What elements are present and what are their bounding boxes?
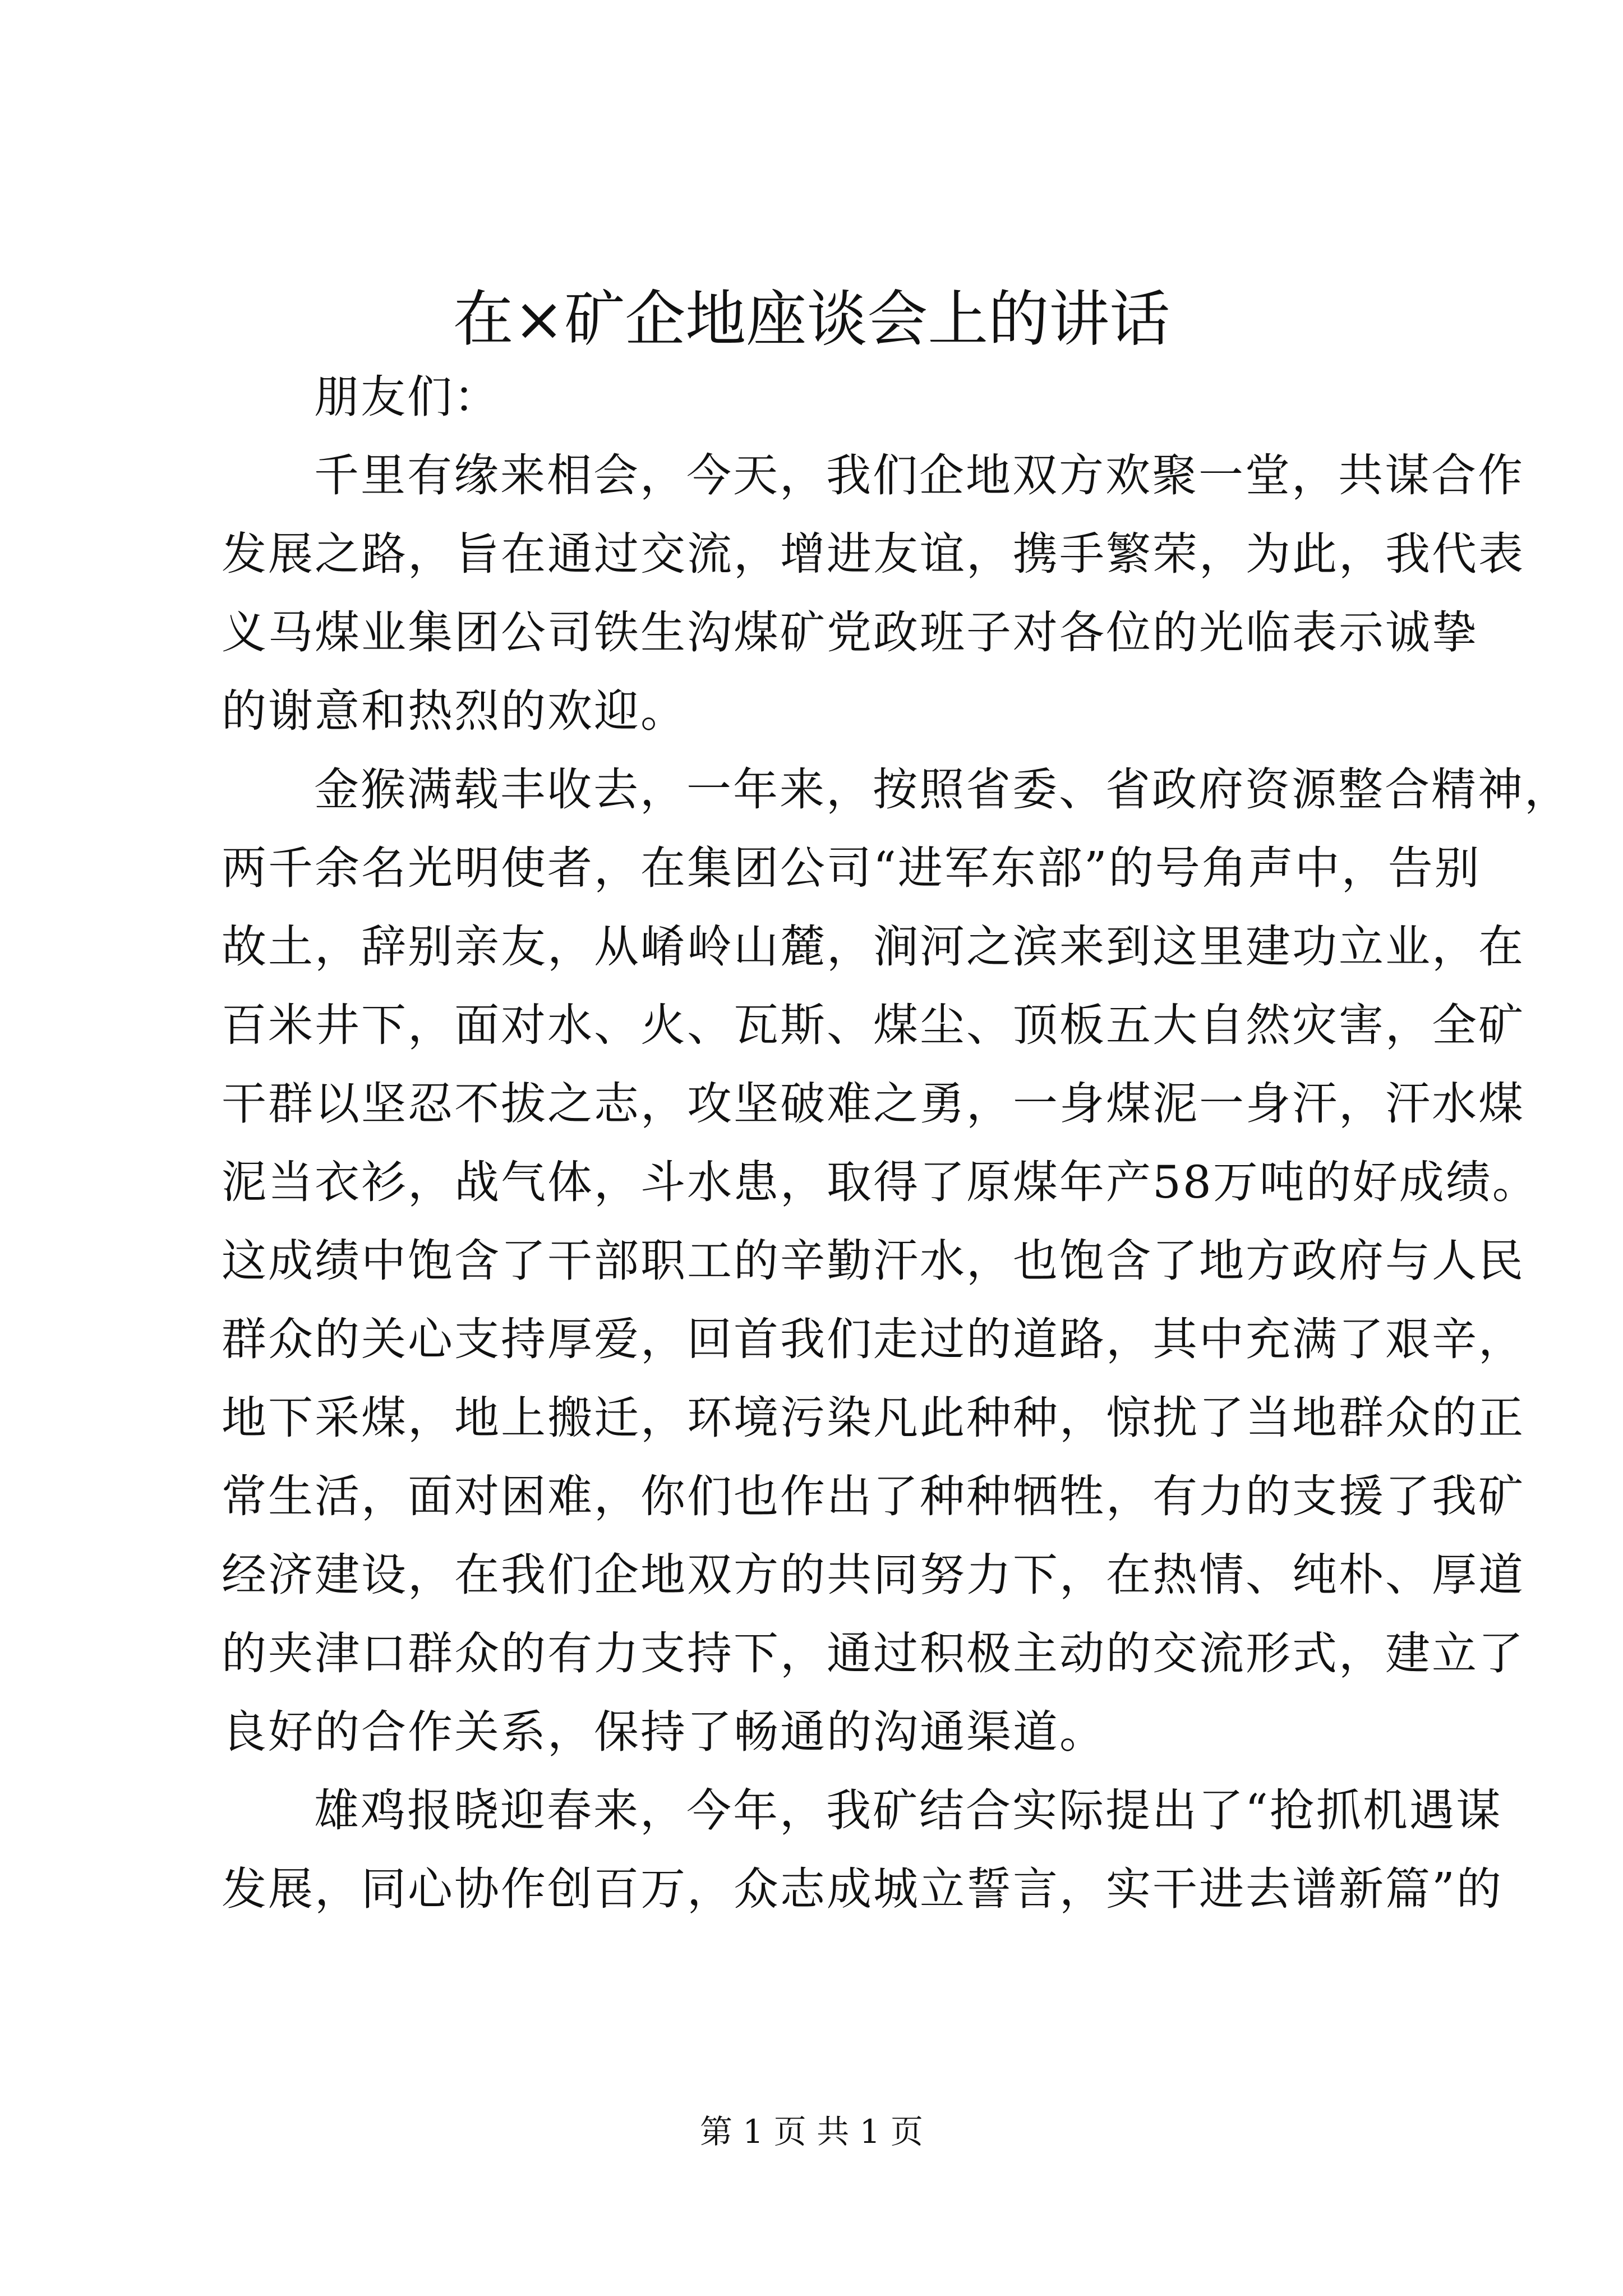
page-title: 在×矿企地座谈会上的讲话 (453, 284, 1170, 355)
paragraph-2-line: 故土，辞别亲友，从崤岭山麓，涧河之滨来到这里建功立业，在 (222, 921, 1525, 973)
salutation: 朋友们： (314, 371, 500, 423)
paragraph-3-line: 发展，同心协作创百万，众志成城立誓言，实干进去谱新篇”的 (222, 1863, 1503, 1915)
paragraph-1-line: 义马煤业集团公司铁生沟煤矿党政班子对各位的光临表示诚挚 (222, 606, 1478, 659)
paragraph-1-line: 发展之路，旨在通过交流，增进友谊，携手繁荣，为此，我代表 (222, 528, 1525, 580)
paragraph-2-line: 两千余名光明使者，在集团公司“进军东部”的号角声中，告别 (222, 842, 1481, 894)
paragraph-2-line: 地下采煤，地上搬迁，环境污染凡此种种，惊扰了当地群众的正 (222, 1392, 1525, 1444)
paragraph-1-line: 的谢意和热烈的欢迎。 (222, 685, 687, 737)
paragraph-2-line: 百米井下，面对水、火、瓦斯、煤尘、顶板五大自然灾害，全矿 (222, 999, 1525, 1051)
paragraph-2-line: 干群以坚忍不拔之志，攻坚破难之勇，一身煤泥一身汗，汗水煤 (222, 1078, 1525, 1130)
page-number: 第 1 页 共 1 页 (700, 2113, 923, 2151)
paragraph-2-line: 泥当衣衫，战气体，斗水患，取得了原煤年产58万吨的好成绩。 (222, 1156, 1539, 1208)
paragraph-2-line: 良好的合作关系，保持了畅通的沟通渠道。 (222, 1706, 1106, 1758)
paragraph-2-line: 金猴满载丰收去，一年来，按照省委、省政府资源整合精神， (314, 763, 1571, 816)
paragraph-2-line: 的夹津口群众的有力支持下，通过积极主动的交流形式，建立了 (222, 1627, 1525, 1680)
paragraph-2-line: 这成绩中饱含了干部职工的辛勤汗水，也饱含了地方政府与人民 (222, 1235, 1525, 1287)
paragraph-3-line: 雄鸡报晓迎春来，今年，我矿结合实际提出了“抢抓机遇谋 (314, 1784, 1502, 1837)
paragraph-2-line: 群众的关心支持厚爱，回首我们走过的道路，其中充满了艰辛， (222, 1313, 1525, 1365)
paragraph-1-line: 千里有缘来相会，今天，我们企地双方欢聚一堂，共谋合作 (314, 449, 1524, 501)
paragraph-2-line: 常生活，面对困难，你们也作出了种种牺牲，有力的支援了我矿 (222, 1470, 1525, 1522)
document-body (222, 358, 1571, 1929)
paragraph-2-line: 经济建设，在我们企地双方的共同努力下，在热情、纯朴、厚道 (222, 1549, 1525, 1601)
